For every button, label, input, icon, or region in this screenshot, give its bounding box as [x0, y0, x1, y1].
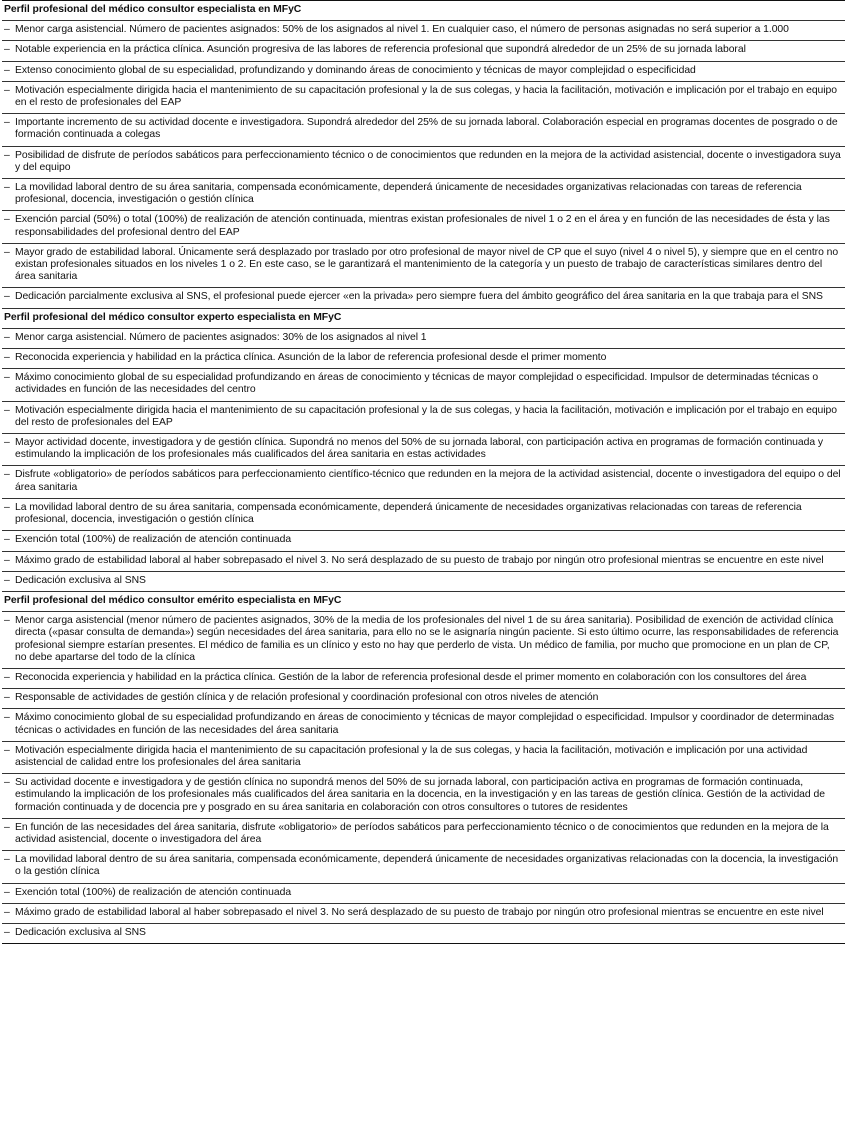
dash-bullet: –	[4, 744, 10, 756]
item-text: Extenso conocimiento global de su especialidad, profundizando y dominando áreas de conocimiento y técnicas de mayor complejidad o especificidad	[15, 64, 696, 76]
list-item	[2, 531, 845, 551]
item-text: Dedicación exclusiva al SNS	[15, 574, 146, 586]
list-item	[2, 329, 845, 349]
item-text: Menor carga asistencial. Número de pacientes asignados: 30% de los asignados al nivel 1	[15, 331, 427, 343]
dash-bullet: –	[4, 352, 10, 364]
dash-bullet: –	[4, 24, 10, 36]
list-item	[2, 21, 845, 41]
list-item	[2, 466, 845, 498]
item-text: Mayor grado de estabilidad laboral. Únicamente será desplazado por traslado por otro profesional de mayor nivel de CP que el suyo (nivel 4 o nivel 5), y siempre que en el centro no existan profesionales situados en los niveles 1 o 2. En este caso, se le garantizará el mantenimiento de la categoría y un puesto de trabajo de características similares dentro del área sanitaria	[15, 246, 839, 283]
list-item	[2, 349, 845, 369]
item-text: Motivación especialmente dirigida hacia el mantenimiento de su capacitación profesional y la de sus colegas, y hacia la facilitación, motivación e implicación por una actividad asistencial de calidad entre los profesionales del área sanitaria	[15, 744, 808, 768]
list-item	[2, 572, 845, 592]
item-text: Notable experiencia en la práctica clínica. Asunción progresiva de las labores de referencia profesional que supondrá alrededor de un 25% de su jornada laboral	[15, 44, 746, 56]
item-text: Reconocida experiencia y habilidad en la práctica clínica. Asunción de la labor de referencia profesional desde el primer momento	[15, 352, 607, 364]
list-item	[2, 851, 845, 883]
dash-bullet: –	[4, 534, 10, 546]
list-item	[2, 41, 845, 61]
list-item	[2, 434, 845, 466]
list-item	[2, 62, 845, 82]
list-item	[2, 884, 845, 904]
item-text: La movilidad laboral dentro de su área sanitaria, compensada económicamente, dependerá únicamente de necesidades organizativas relacionadas con tareas de referencia profesional, docencia, investigación o gestión clínica	[15, 182, 802, 206]
list-item	[2, 742, 845, 774]
dash-bullet: –	[4, 214, 10, 226]
dash-bullet: –	[4, 854, 10, 866]
dash-bullet: –	[4, 615, 10, 627]
dash-bullet: –	[4, 926, 10, 938]
item-text: La movilidad laboral dentro de su área sanitaria, compensada económicamente, dependerá únicamente de necesidades organizativas relacionadas con la docencia, la investigación o la gestión clínica	[15, 854, 839, 878]
section-heading: Perfil profesional del médico consultor especialista en MFyC	[2, 1, 845, 21]
dash-bullet: –	[4, 84, 10, 96]
dash-bullet: –	[4, 404, 10, 416]
dash-bullet: –	[4, 671, 10, 683]
list-item	[2, 612, 845, 669]
dash-bullet: –	[4, 117, 10, 129]
dash-bullet: –	[4, 469, 10, 481]
dash-bullet: –	[4, 331, 10, 343]
item-text: Posibilidad de disfrute de períodos sabáticos para perfeccionamiento técnico o de conocimientos que redunden en la mejora de la actividad asistencial, docente o investigadora suya y del equipo	[15, 149, 841, 173]
item-text: Importante incremento de su actividad docente e investigadora. Supondrá alrededor del 25% de su jornada laboral. Colaboración especial en programas docentes de posgrado o de formación continuada a colegas	[15, 117, 838, 141]
item-text: Motivación especialmente dirigida hacia el mantenimiento de su capacitación profesional y la de sus colegas, y hacia la facilitación, motivación e implicación por el trabajo en equipo en el resto de profesionales del EAP	[15, 84, 837, 109]
list-item	[2, 179, 845, 211]
section-heading: Perfil profesional del médico consultor emérito especialista en MFyC	[2, 592, 845, 612]
list-item	[2, 402, 845, 434]
list-item	[2, 82, 845, 114]
item-text: Exención total (100%) de realización de atención continuada	[15, 886, 292, 898]
dash-bullet: –	[4, 182, 10, 194]
dash-bullet: –	[4, 886, 10, 898]
item-text: Máximo grado de estabilidad laboral al haber sobrepasado el nivel 3. No será desplazado de su puesto de trabajo por ningún otro profesional mientras se encuentre en este nivel	[15, 554, 824, 566]
list-item	[2, 904, 845, 924]
dash-bullet: –	[4, 246, 10, 258]
item-text: Menor carga asistencial (menor número de pacientes asignados, 30% de la media de los profesionales del nivel 1 de su área sanitaria). Posibilidad de exención de actividad clínica directa («pasar consulta de demanda») según necesidades del área sanitaria, para ello no se le asignaría ningún paciente. Si esto último ocurre, las responsabilidades de referencia profesional siempre estarían presentes. El médico de familia es un clínico y esto no hay que perderlo de vista. Un médico de familia, por mucho que promocione en un plan de CP, no debe apartarse del todo de la clínica	[15, 615, 839, 663]
dash-bullet: –	[4, 574, 10, 586]
dash-bullet: –	[4, 437, 10, 449]
list-item	[2, 669, 845, 689]
item-text: Dedicación parcialmente exclusiva al SNS, el profesional puede ejercer «en la privada» pero siempre fuera del ámbito geográfico del área sanitaria en la que trabaja para el SNS	[15, 291, 823, 303]
item-text: La movilidad laboral dentro de su área sanitaria, compensada económicamente, dependerá únicamente de necesidades organizativas relacionadas con tareas de referencia profesional, docencia, investigación o gestión clínica	[15, 501, 802, 526]
list-item	[2, 709, 845, 741]
dash-bullet: –	[4, 712, 10, 724]
list-item	[2, 689, 845, 709]
list-item	[2, 114, 845, 146]
dash-bullet: –	[4, 372, 10, 384]
list-item	[2, 774, 845, 819]
list-item	[2, 244, 845, 289]
list-item	[2, 147, 845, 179]
dash-bullet: –	[4, 291, 10, 303]
list-item	[2, 288, 845, 308]
item-text: Responsable de actividades de gestión clínica y de relación profesional y coordinación profesional con otros niveles de atención	[15, 692, 599, 704]
item-text: Disfrute «obligatorio» de períodos sabáticos para perfeccionamiento científico-técnico que redunden en la mejora de la actividad asistencial, docente o investigadora del equipo o del área sanitaria	[15, 469, 841, 493]
item-text: Máximo grado de estabilidad laboral al haber sobrepasado el nivel 3. No será desplazado de su puesto de trabajo por ningún otro profesional mientras se encuentre en este nivel	[15, 906, 824, 918]
item-text: Su actividad docente e investigadora y de gestión clínica no supondrá menos del 50% de su jornada laboral, con participación activa en programas de formación continuada, estimulando la implicación de los profesionales más cualificados del área sanitaria en la docencia, en la investigación y en las tareas de gestión clínica. Gestión de la actividad de formación continuada y de docencia pre y posgrado en su área sanitaria en colaboración con otros consultores o tutores de residentes	[15, 777, 825, 813]
dash-bullet: –	[4, 64, 10, 76]
item-text: Reconocida experiencia y habilidad en la práctica clínica. Gestión de la labor de referencia profesional desde el primer momento en colaboración con los consultores del área	[15, 671, 807, 683]
section-heading: Perfil profesional del médico consultor experto especialista en MFyC	[2, 309, 845, 329]
item-text: Máximo conocimiento global de su especialidad profundizando en áreas de conocimiento y técnicas de mayor complejidad o especificidad. Impulsor y coordinador de determinadas técnicas o actividades en función de las necesidades del área sanitaria	[15, 712, 835, 736]
dash-bullet: –	[4, 821, 10, 833]
dash-bullet: –	[4, 44, 10, 56]
item-text: Exención parcial (50%) o total (100%) de realización de atención continuada, mientras existan profesionales de nivel 1 o 2 en el área y en función de las necesidades de ésta y las responsabilidades del profesional dentro del EAP	[15, 214, 830, 238]
item-text: Motivación especialmente dirigida hacia el mantenimiento de su capacitación profesional y la de sus colegas, y hacia la facilitación, motivación e implicación por el trabajo en equipo del resto de profesionales del EAP	[15, 404, 837, 428]
list-item	[2, 211, 845, 243]
item-text: Exención total (100%) de realización de atención continuada	[15, 534, 292, 546]
list-item	[2, 369, 845, 401]
list-item	[2, 819, 845, 851]
item-text: En función de las necesidades del área sanitaria, disfrute «obligatorio» de períodos sabáticos para perfeccionamiento técnico o de conocimientos que redunden en la mejora de la actividad asistencial, docente o investigadora del área	[15, 821, 829, 845]
list-item	[2, 924, 845, 943]
dash-bullet: –	[4, 692, 10, 704]
dash-bullet: –	[4, 149, 10, 161]
profile-table	[2, 0, 845, 944]
dash-bullet: –	[4, 906, 10, 918]
dash-bullet: –	[4, 554, 10, 566]
item-text: Máximo conocimiento global de su especialidad profundizando en áreas de conocimiento y técnicas de mayor complejidad o especificidad. Impulsor de determinadas técnicas o actividades en función de las necesidades del centro	[15, 372, 819, 396]
item-text: Dedicación exclusiva al SNS	[15, 926, 146, 938]
list-item	[2, 552, 845, 572]
list-item	[2, 499, 845, 531]
item-text: Mayor actividad docente, investigadora y de gestión clínica. Supondrá no menos del 50% de su jornada laboral, con participación activa en programas de formación continuada y estimulando la implicación de los profesionales más cualificados del área sanitaria en estas actividades	[15, 437, 824, 461]
dash-bullet: –	[4, 501, 10, 513]
dash-bullet: –	[4, 777, 10, 789]
item-text: Menor carga asistencial. Número de pacientes asignados: 50% de los asignados al nivel 1. En cualquier caso, el número de personas asignadas no será superior a 1.000	[15, 24, 789, 36]
